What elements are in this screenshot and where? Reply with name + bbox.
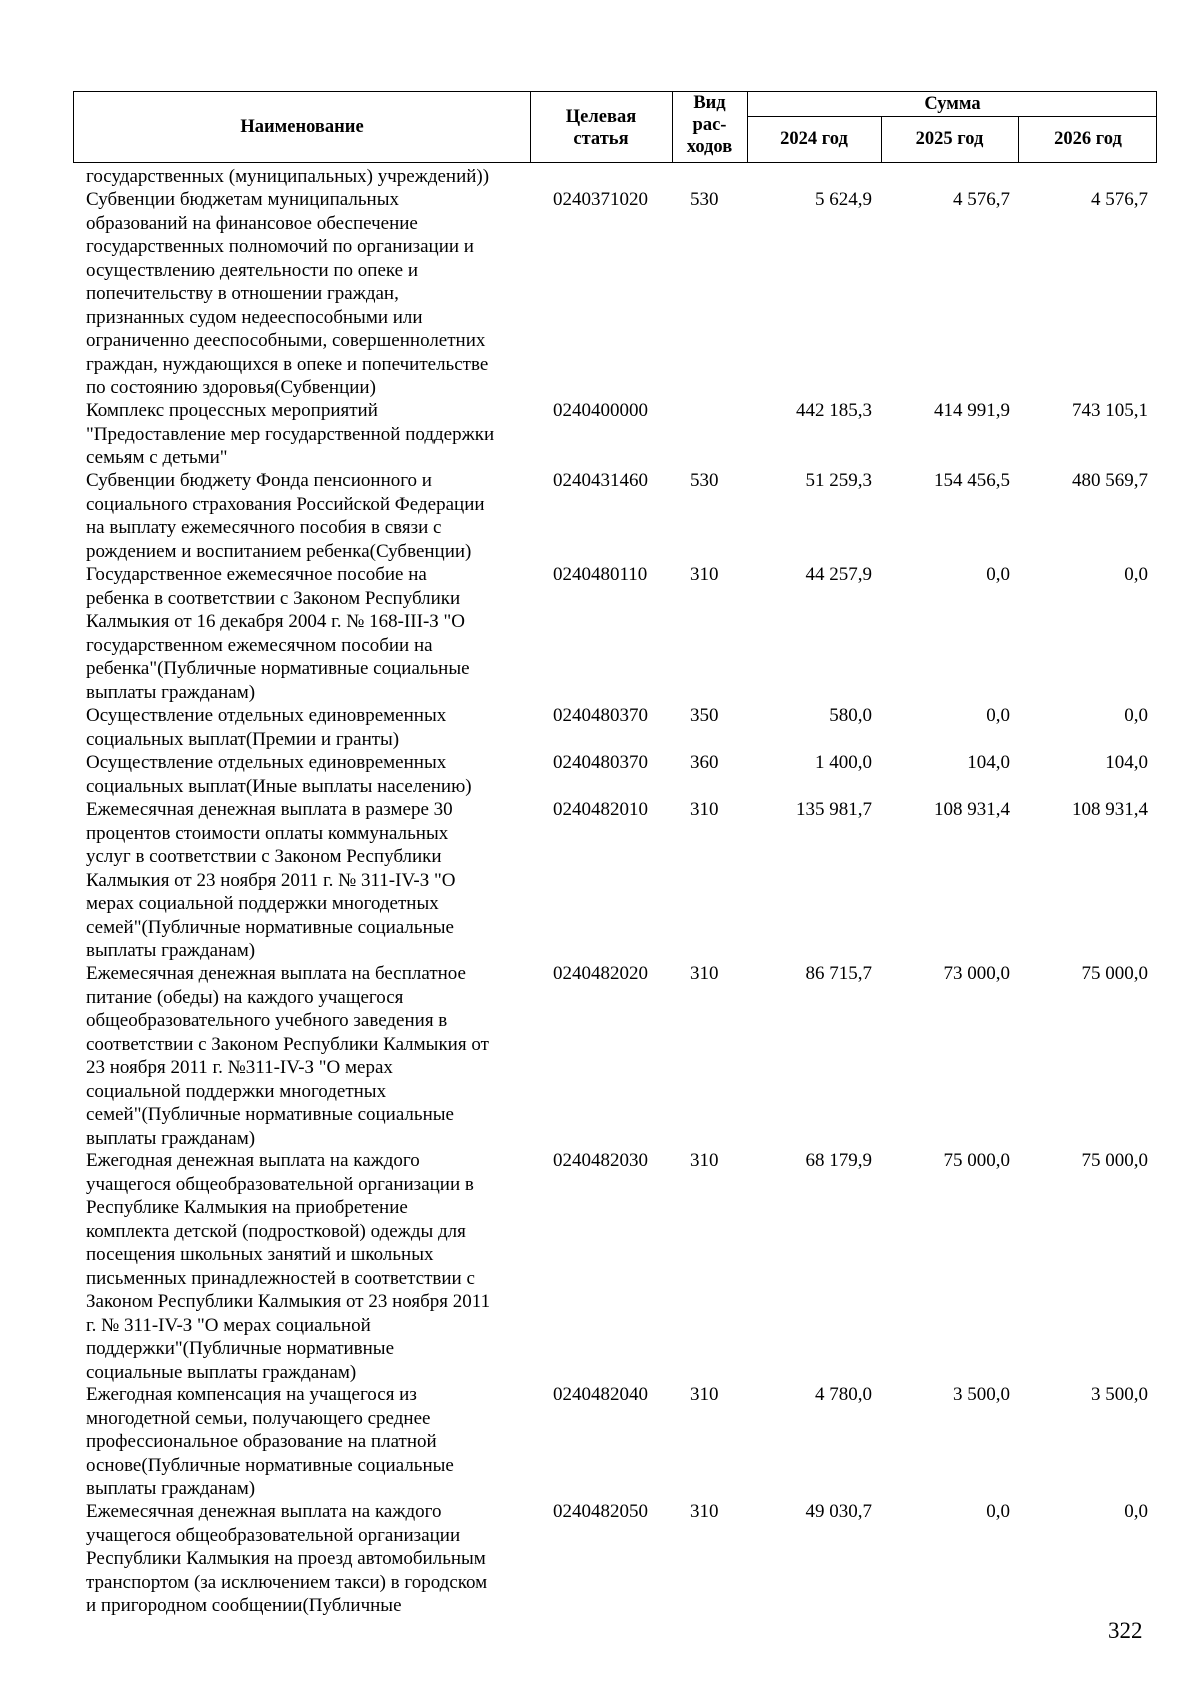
row-name: Государственное ежемесячное пособие на ребенка в соответствии с Законом Республики Калмыкия от 16 декабря 2004 г. № 168-III-З "О государственном ежемесячном пособии на ребенка"(Публичные нормативные социальные выплаты гражданам) xyxy=(86,564,470,703)
row-target-code: 0240482020 xyxy=(553,963,648,984)
page-number: 322 xyxy=(1108,1618,1143,1643)
row-sum-2024: 442 185,3 xyxy=(796,400,872,421)
row-sum-2025: 73 000,0 xyxy=(943,963,1010,984)
row-name: Субвенции бюджетам муниципальных образований на финансовое обеспечение государственных полномочий по организации и осуществлению деятельности по опеке и попечительству в отношении граждан, признанных судом недееспособными или ограниченно дееспособными, совершеннолетних граждан, нуждающихся в опеке и попечительстве по состоянию здоровья(Субвенции) xyxy=(86,189,489,398)
row-sum-2025: 3 500,0 xyxy=(953,1384,1010,1405)
header-name: Наименование xyxy=(240,117,364,137)
row-sum-2024: 68 179,9 xyxy=(805,1150,872,1171)
header-year-2025: 2025 год xyxy=(915,129,984,149)
row-sum-2024: 44 257,9 xyxy=(805,564,872,585)
row-sum-2024: 135 981,7 xyxy=(796,799,872,820)
row-expense-kind: 530 xyxy=(690,189,719,210)
header-kind-line: Вид xyxy=(693,93,726,113)
row-target-code: 0240431460 xyxy=(553,470,648,491)
row-expense-kind: 310 xyxy=(690,1384,719,1405)
row-expense-kind: 360 xyxy=(690,752,719,773)
row-sum-2026: 0,0 xyxy=(1124,1501,1148,1522)
row-target-code: 0240480370 xyxy=(553,705,648,726)
row-sum-2025: 0,0 xyxy=(986,564,1010,585)
header-kind xyxy=(672,92,747,158)
row-sum-2025: 104,0 xyxy=(967,752,1010,773)
table-header xyxy=(73,91,1157,163)
row-sum-2024: 5 624,9 xyxy=(815,189,872,210)
row-name: Осуществление отдельных единовременных социальных выплат(Премии и гранты) xyxy=(86,705,447,750)
row-name: Осуществление отдельных единовременных социальных выплат(Иные выплаты населению) xyxy=(86,752,472,797)
row-expense-kind: 310 xyxy=(690,1501,719,1522)
row-name: государственных (муниципальных) учреждений)) xyxy=(86,166,490,187)
row-sum-2026: 480 569,7 xyxy=(1072,470,1148,491)
row-sum-2026: 108 931,4 xyxy=(1072,799,1148,820)
row-sum-2026: 0,0 xyxy=(1124,705,1148,726)
row-sum-2026: 104,0 xyxy=(1105,752,1148,773)
row-target-code: 0240482040 xyxy=(553,1384,648,1405)
row-sum-2025: 108 931,4 xyxy=(934,799,1010,820)
row-sum-2024: 1 400,0 xyxy=(815,752,872,773)
row-sum-2026: 3 500,0 xyxy=(1091,1384,1148,1405)
header-kind-line: ходов xyxy=(686,137,733,157)
row-sum-2024: 580,0 xyxy=(829,705,872,726)
header-target-line: статья xyxy=(573,129,629,149)
row-target-code: 0240400000 xyxy=(553,400,648,421)
row-name: Ежегодная денежная выплата на каждого учащегося общеобразовательной организации в Республике Калмыкия на приобретение комплекта детской (подростковой) одежды для посещения школьных занятий и школьных письменных принадлежностей в соответствии с Законом Республики Калмыкия от 23 ноября 2011 г. № 311-IV-З "О мерах социальной поддержки"(Публичные нормативные социальные выплаты гражданам) xyxy=(86,1150,491,1383)
row-sum-2025: 154 456,5 xyxy=(934,470,1010,491)
row-target-code: 0240480370 xyxy=(553,752,648,773)
row-name: Комплекс процессных мероприятий "Предоставление мер государственной поддержки семьям с детьми" xyxy=(86,400,495,468)
row-sum-2025: 0,0 xyxy=(986,705,1010,726)
row-sum-2025: 75 000,0 xyxy=(943,1150,1010,1171)
row-sum-2025: 414 991,9 xyxy=(934,400,1010,421)
row-name: Ежемесячная денежная выплата в размере 30 процентов стоимости оплаты коммунальных услуг в соответствии с Законом Республики Калмыкия от 23 ноября 2011 г. № 311-IV-З "О мерах социальной поддержки многодетных семей"(Публичные нормативные социальные выплаты гражданам) xyxy=(86,799,456,961)
row-expense-kind: 310 xyxy=(690,799,719,820)
row-sum-2025: 0,0 xyxy=(986,1501,1010,1522)
header-divider xyxy=(747,116,1156,117)
header-year-2024: 2024 год xyxy=(780,129,848,149)
row-target-code: 0240371020 xyxy=(553,189,648,210)
header-target-line: Целевая xyxy=(565,107,637,127)
row-target-code: 0240482030 xyxy=(553,1150,648,1171)
row-target-code: 0240482010 xyxy=(553,799,648,820)
row-name: Ежегодная компенсация на учащегося из многодетной семьи, получающего среднее профессиональное образование на платной основе(Публичные нормативные социальные выплаты гражданам) xyxy=(86,1384,454,1499)
row-sum-2024: 4 780,0 xyxy=(815,1384,872,1405)
row-sum-2026: 4 576,7 xyxy=(1091,189,1148,210)
row-target-code: 0240482050 xyxy=(553,1501,648,1522)
row-target-code: 0240480110 xyxy=(553,564,648,585)
row-name: Ежемесячная денежная выплата на бесплатное питание (обеды) на каждого учащегося общеобразовательного учебного заведения в соответствии с Законом Республики Калмыкия от 23 ноября 2011 г. №311-IV-З "О мерах социальной поддержки многодетных семей"(Публичные нормативные социальные выплаты гражданам) xyxy=(86,963,489,1149)
row-sum-2024: 49 030,7 xyxy=(805,1501,872,1522)
row-expense-kind: 350 xyxy=(690,705,719,726)
row-sum-2026: 743 105,1 xyxy=(1072,400,1148,421)
header-year-2026: 2026 год xyxy=(1054,129,1122,149)
row-expense-kind: 310 xyxy=(690,564,719,585)
row-sum-2024: 86 715,7 xyxy=(805,963,872,984)
row-name: Субвенции бюджету Фонда пенсионного и социального страхования Российской Федерации на выплату ежемесячного пособия в связи с рождением и воспитанием ребенка(Субвенции) xyxy=(86,470,485,562)
header-target xyxy=(530,106,672,150)
row-sum-2026: 75 000,0 xyxy=(1081,1150,1148,1171)
row-name: Ежемесячная денежная выплата на каждого учащегося общеобразовательной организации Республики Калмыкия на проезд автомобильным транспортом (за исключением такси) в городском и пригородном сообщении(Публичные xyxy=(86,1501,488,1616)
row-sum-2026: 0,0 xyxy=(1124,564,1148,585)
row-expense-kind: 310 xyxy=(690,963,719,984)
row-sum-2025: 4 576,7 xyxy=(953,189,1010,210)
header-kind-line: рас- xyxy=(692,115,727,135)
row-expense-kind: 310 xyxy=(690,1150,719,1171)
header-sum: Сумма xyxy=(924,94,981,114)
row-sum-2026: 75 000,0 xyxy=(1081,963,1148,984)
row-expense-kind: 530 xyxy=(690,470,719,491)
row-sum-2024: 51 259,3 xyxy=(805,470,872,491)
